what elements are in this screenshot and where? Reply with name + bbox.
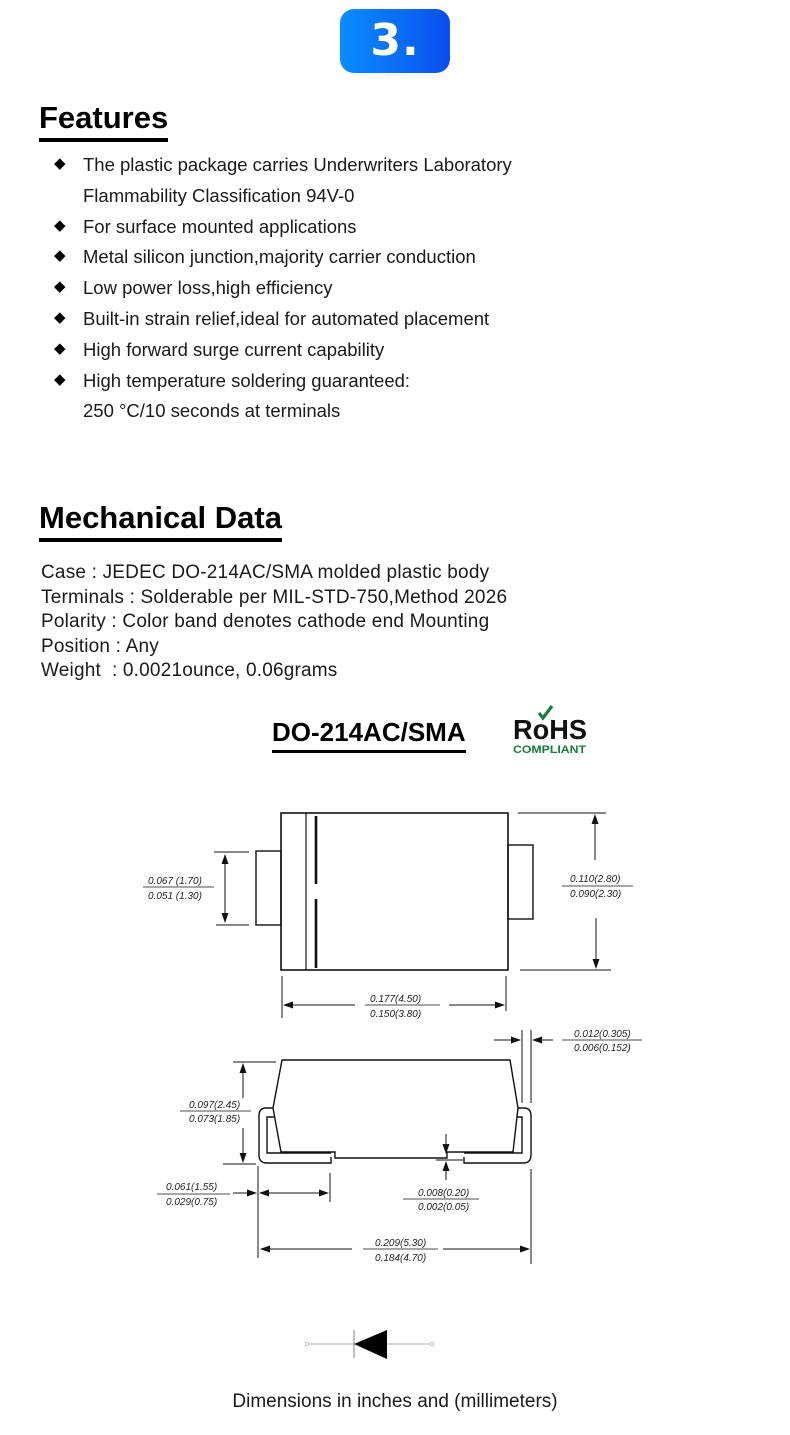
dim-standoff-max: 0.008(0.20) xyxy=(418,1188,470,1199)
feature-text: For surface mounted applications xyxy=(83,215,357,237)
mechanical-line-terminals: Terminals : Solderable per MIL-STD-750,Method 2026 xyxy=(41,586,508,608)
dim-body-height-max: 0.110(2.80) xyxy=(570,874,621,885)
feature-text: Low power loss,high efficiency xyxy=(83,277,333,299)
left-terminal xyxy=(256,851,281,925)
dim-standoff-min: 0.002(0.05) xyxy=(418,1202,470,1213)
diode-symbol-icon xyxy=(305,1330,434,1359)
dimensions-note: Dimensions in inches and (millimeters) xyxy=(232,1391,558,1412)
left-lead-outer xyxy=(259,1108,331,1163)
package-title: DO-214AC/SMA xyxy=(272,715,466,753)
rohs-compliant-text: COMPLIANT xyxy=(513,744,587,756)
diamond-icon: ◆ xyxy=(54,278,66,296)
dim-lead-length-max: 0.061(1.55) xyxy=(166,1182,218,1193)
feature-text: The plastic package carries Underwriters Laboratory xyxy=(83,154,512,175)
diamond-icon: ◆ xyxy=(54,247,66,265)
features-heading: Features xyxy=(39,100,168,142)
left-lead-inner xyxy=(267,1117,331,1153)
feature-text: High forward surge current capability xyxy=(83,338,385,360)
rohs-text: RoHS xyxy=(513,714,587,745)
mechanical-data-heading: Mechanical Data xyxy=(39,500,282,542)
side-view xyxy=(259,1060,531,1163)
section-number-badge: 3. xyxy=(340,9,450,73)
feature-text-continued: Flammability Classification 94V-0 xyxy=(83,184,355,206)
feature-text-continued: 250 °C/10 seconds at terminals xyxy=(83,400,341,422)
feature-text: Built-in strain relief,ideal for automated placement xyxy=(83,307,490,329)
dim-lead-thickness-max: 0.012(0.305) xyxy=(574,1029,631,1040)
right-terminal xyxy=(508,845,533,919)
right-lead-outer xyxy=(464,1108,531,1163)
mechanical-line-polarity: Polarity : Color band denotes cathode end Mounting xyxy=(41,611,490,633)
dim-lead-thickness-min: 0.006(0.152) xyxy=(574,1043,631,1054)
dim-body-height-min: 0.090(2.30) xyxy=(570,889,622,900)
diamond-icon: ◆ xyxy=(54,370,66,388)
dim-body-length-max: 0.177(4.50) xyxy=(370,994,422,1005)
dim-package-height-max: 0.097(2.45) xyxy=(189,1100,241,1111)
body-side-outline xyxy=(273,1060,518,1158)
top-view xyxy=(143,813,633,1018)
dim-package-height-min: 0.073(1.85) xyxy=(189,1114,241,1125)
dim-overall-length-min: 0.184(4.70) xyxy=(375,1253,427,1264)
feature-text: High temperature soldering guaranteed: xyxy=(83,369,411,391)
dim-lead-length-min: 0.029(0.75) xyxy=(166,1197,218,1208)
dim-overall-length-max: 0.209(5.30) xyxy=(375,1238,427,1249)
feature-text: Metal silicon junction,majority carrier conduction xyxy=(83,246,476,268)
dim-terminal-width-max: 0.067 (1.70) xyxy=(148,876,202,887)
diamond-icon: ◆ xyxy=(54,155,66,172)
mechanical-line-weight: Weight : 0.0021ounce, 0.06grams xyxy=(41,660,338,682)
mechanical-line-position: Position : Any xyxy=(41,635,159,657)
diamond-icon: ◆ xyxy=(54,216,66,234)
diamond-icon: ◆ xyxy=(54,308,66,326)
dim-body-length-min: 0.150(3.80) xyxy=(370,1009,422,1020)
dim-terminal-width-min: 0.051 (1.30) xyxy=(148,891,202,902)
diamond-icon: ◆ xyxy=(54,339,66,357)
mechanical-line-case: Case : JEDEC DO-214AC/SMA molded plastic body xyxy=(41,562,490,583)
